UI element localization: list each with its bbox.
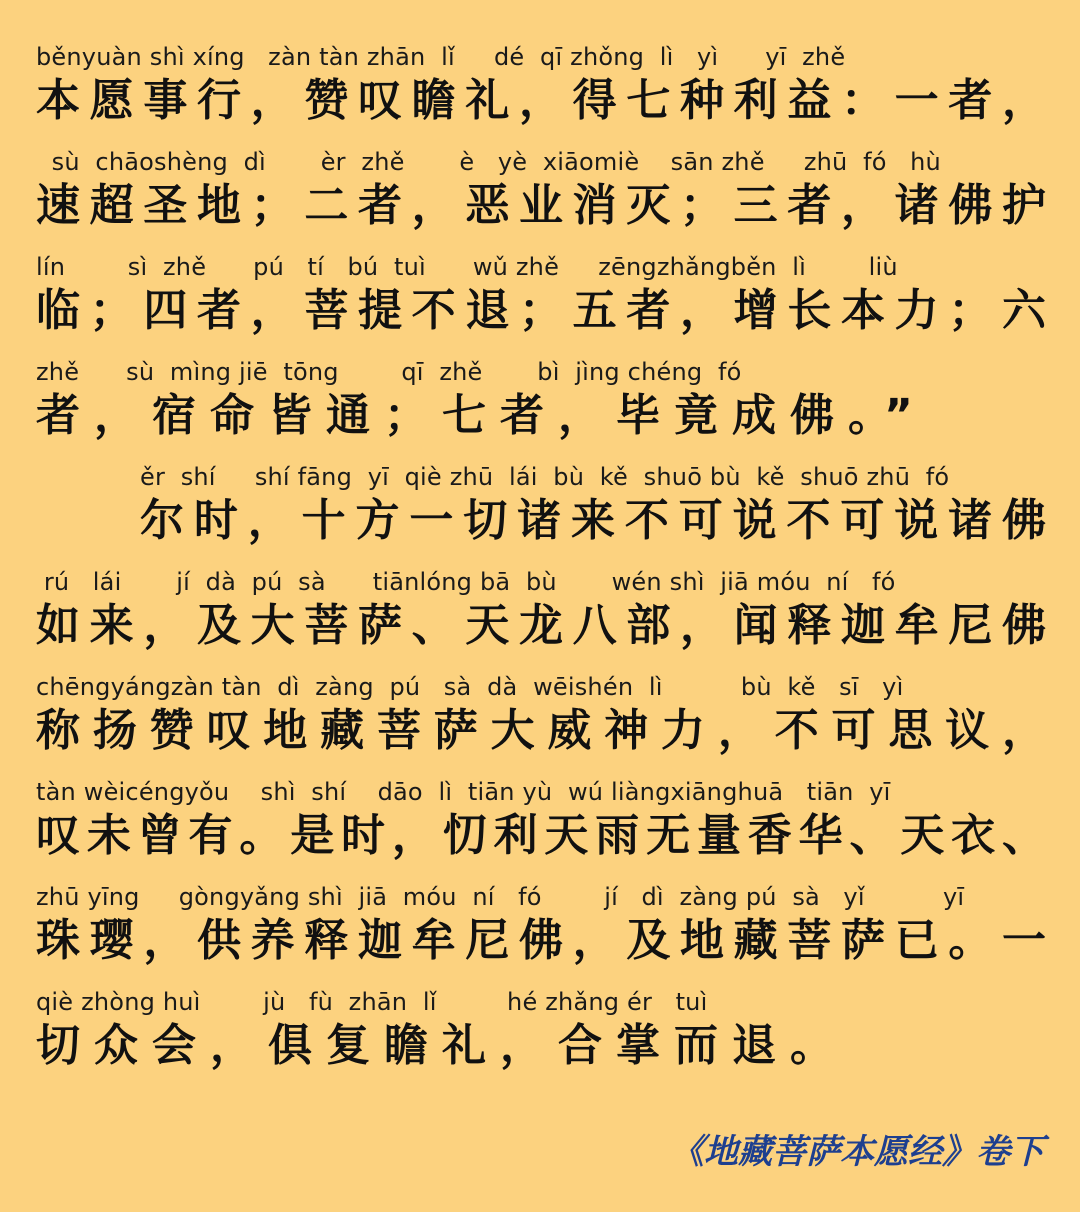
pinyin-row: chēngyángzàn tàn dì zàng pú sà dà wēishén lì bù kě sī yì [36, 673, 904, 701]
text-line-1 [36, 40, 1046, 145]
text-line-3 [36, 250, 1046, 355]
text-line-7 [36, 670, 1046, 775]
text-line-2 [36, 145, 1046, 250]
pinyin-row: ěr shí shí fāng yī qiè zhū lái bù kě shuō bù kě shuō zhū fó [140, 463, 950, 491]
text-line-10 [36, 985, 1046, 1090]
text-line-5 [140, 460, 1046, 565]
source-citation: 《地藏菩萨本愿经》卷下 [670, 1132, 1044, 1172]
pinyin-row: zhū yīng gòngyǎng shì jiā móu ní fó jí dì zàng pú sà yǐ yī [36, 883, 965, 911]
text-line-9 [36, 880, 1046, 985]
hanzi-row: 者，宿命皆通；七者，毕竟成佛。” [36, 390, 927, 441]
pinyin-row: lín sì zhě pú tí bú tuì wǔ zhě zēngzhǎngběn lì liù [36, 253, 898, 281]
pinyin-row: rú lái jí dà pú sà tiānlóng bā bù wén shì jiā móu ní fó [36, 568, 896, 596]
hanzi-row: 珠璎，供养释迦牟尼佛，及地藏菩萨已。一 [36, 915, 1046, 966]
hanzi-row: 速超圣地；二者，恶业消灭；三者，诸佛护 [36, 180, 1046, 231]
pinyin-row: qiè zhòng huì jù fù zhān lǐ hé zhǎng ér tuì [36, 988, 708, 1016]
pinyin-row: tàn wèicéngyǒu shì shí dāo lì tiān yù wú liàngxiānghuā tiān yī [36, 778, 891, 806]
pinyin-row: běnyuàn shì xíng zàn tàn zhān lǐ dé qī zhǒng lì yì yī zhě [36, 43, 846, 71]
hanzi-row: 称扬赞叹地藏菩萨大威神力，不可思议， [36, 705, 1046, 756]
hanzi-row: 本愿事行，赞叹瞻礼，得七种利益：一者， [36, 75, 1046, 126]
hanzi-row: 如来，及大菩萨、天龙八部，闻释迦牟尼佛 [36, 600, 1046, 651]
text-line-6 [36, 565, 1046, 670]
pinyin-row: zhě sù mìng jiē tōng qī zhě bì jìng chéng fó [36, 358, 742, 386]
hanzi-row: 临；四者，菩提不退；五者，增长本力；六 [36, 285, 1046, 336]
hanzi-row: 尔时，十方一切诸来不可说不可说诸佛 [140, 495, 1046, 546]
pinyin-row: sù chāoshèng dì èr zhě è yè xiāomiè sān zhě zhū fó hù [36, 148, 941, 176]
hanzi-row: 切众会，俱复瞻礼，合掌而退。 [36, 1020, 848, 1071]
hanzi-row: 叹未曾有。是时，忉利天雨无量香华、天衣、 [36, 810, 1046, 861]
text-line-4 [36, 355, 1046, 460]
text-line-8 [36, 775, 1046, 880]
